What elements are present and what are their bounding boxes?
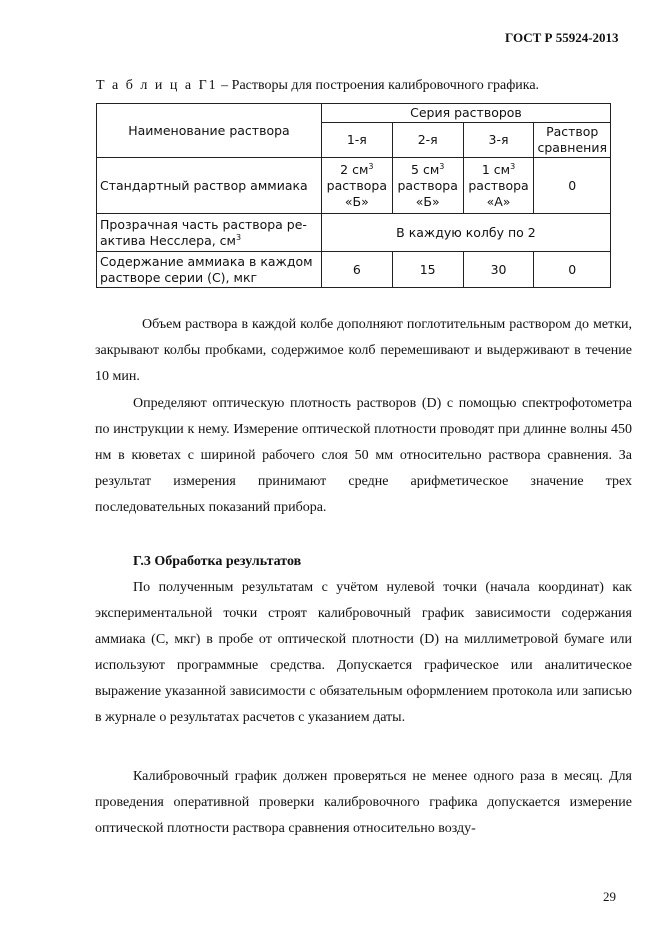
- paragraph: [95, 764, 632, 842]
- cell-solution: раствора «А»: [468, 177, 529, 209]
- page-number: 29: [603, 889, 616, 904]
- table-caption-prefix: Т а б л и ц а Г1: [96, 78, 218, 93]
- cell-volume: 5 см: [411, 161, 440, 177]
- row-name: [97, 214, 322, 252]
- paragraph: [95, 391, 632, 521]
- row-name-text: Прозрачная часть раствора ре-актива Несслера, см: [100, 216, 307, 248]
- row-name: Стандартный раствор аммиака: [97, 158, 322, 214]
- table-caption: [96, 78, 539, 94]
- cell-reference: 0: [534, 158, 611, 214]
- cell-volume: 2 см: [340, 161, 369, 177]
- superscript: 3: [510, 161, 516, 171]
- superscript: 3: [439, 161, 445, 171]
- solutions-table: [96, 103, 611, 288]
- cell-series-1: 6: [321, 252, 392, 288]
- cell-series-3: [463, 158, 534, 214]
- section-title: Г.3 Обработка результатов: [133, 554, 302, 569]
- table-row: [97, 158, 611, 214]
- cell-solution: раствора «Б»: [326, 177, 388, 209]
- header-reference: Раствор сравнения: [534, 123, 611, 158]
- row-name: Содержание аммиака в каждом растворе серии (С), мкг: [97, 252, 322, 288]
- cell-reference: 0: [534, 252, 611, 288]
- cell-merged: В каждую колбу по 2: [321, 214, 610, 252]
- header-series-3: 3-я: [463, 123, 534, 158]
- cell-solution: раствора «Б»: [397, 177, 458, 209]
- paragraph: [95, 312, 632, 390]
- paragraph-text: Объем раствора в каждой колбе дополняют поглотительным раствором до метки, закрывают колбы пробками, содержимое колб перемешивают и выдерживают в течение 10 мин.: [95, 317, 632, 384]
- table-row: [97, 214, 611, 252]
- table-header-row: [97, 104, 611, 123]
- superscript: 3: [368, 161, 374, 171]
- cell-series-3: 30: [463, 252, 534, 288]
- superscript: 3: [235, 232, 242, 242]
- cell-series-2: 15: [392, 252, 463, 288]
- paragraph-text: Калибровочный график должен проверяться не менее одного раза в месяц. Для проведения оперативной проверки калибровочного графика допускается измерение оптической плотности раствора сравнения относительно возду-: [95, 769, 632, 836]
- cell-series-2: [392, 158, 463, 214]
- header-series: Серия растворов: [321, 104, 610, 123]
- table-caption-text: – Растворы для построения калибровочного графика.: [217, 78, 540, 93]
- header-series-1: 1-я: [321, 123, 392, 158]
- document-id: ГОСТ Р 55924-2013: [505, 30, 619, 45]
- paragraph-text: Определяют оптическую плотность растворов (D) с помощью спектрофотометра по инструкции к нему. Измерение оптической плотности проводят при длинне волны 450 нм в кюветах с шириной рабочего слоя 50 мм относительно раствора сравнения. За результат измерения принимают средне арифметическое значение трех последовательных показаний прибора.: [95, 396, 632, 515]
- table-row: [97, 252, 611, 288]
- header-name-col: Наименование раствора: [97, 104, 322, 158]
- cell-volume: 1 см: [481, 161, 511, 177]
- paragraph-text: По полученным результатам с учётом нулевой точки (начала координат) как экспериментальной точки строят калибровочный график зависимости содержания аммиака (С, мкг) в пробе от оптической плотности (D) на миллиметровой бумаге или используют программные средства. Допускается графическое или аналитическое выражение указанной зависимости с обязательным оформлением протокола или записью в журнале о результатах расчетов с указанием даты.: [95, 580, 632, 725]
- cell-series-1: [321, 158, 392, 214]
- paragraph: [95, 575, 632, 731]
- header-series-2: 2-я: [392, 123, 463, 158]
